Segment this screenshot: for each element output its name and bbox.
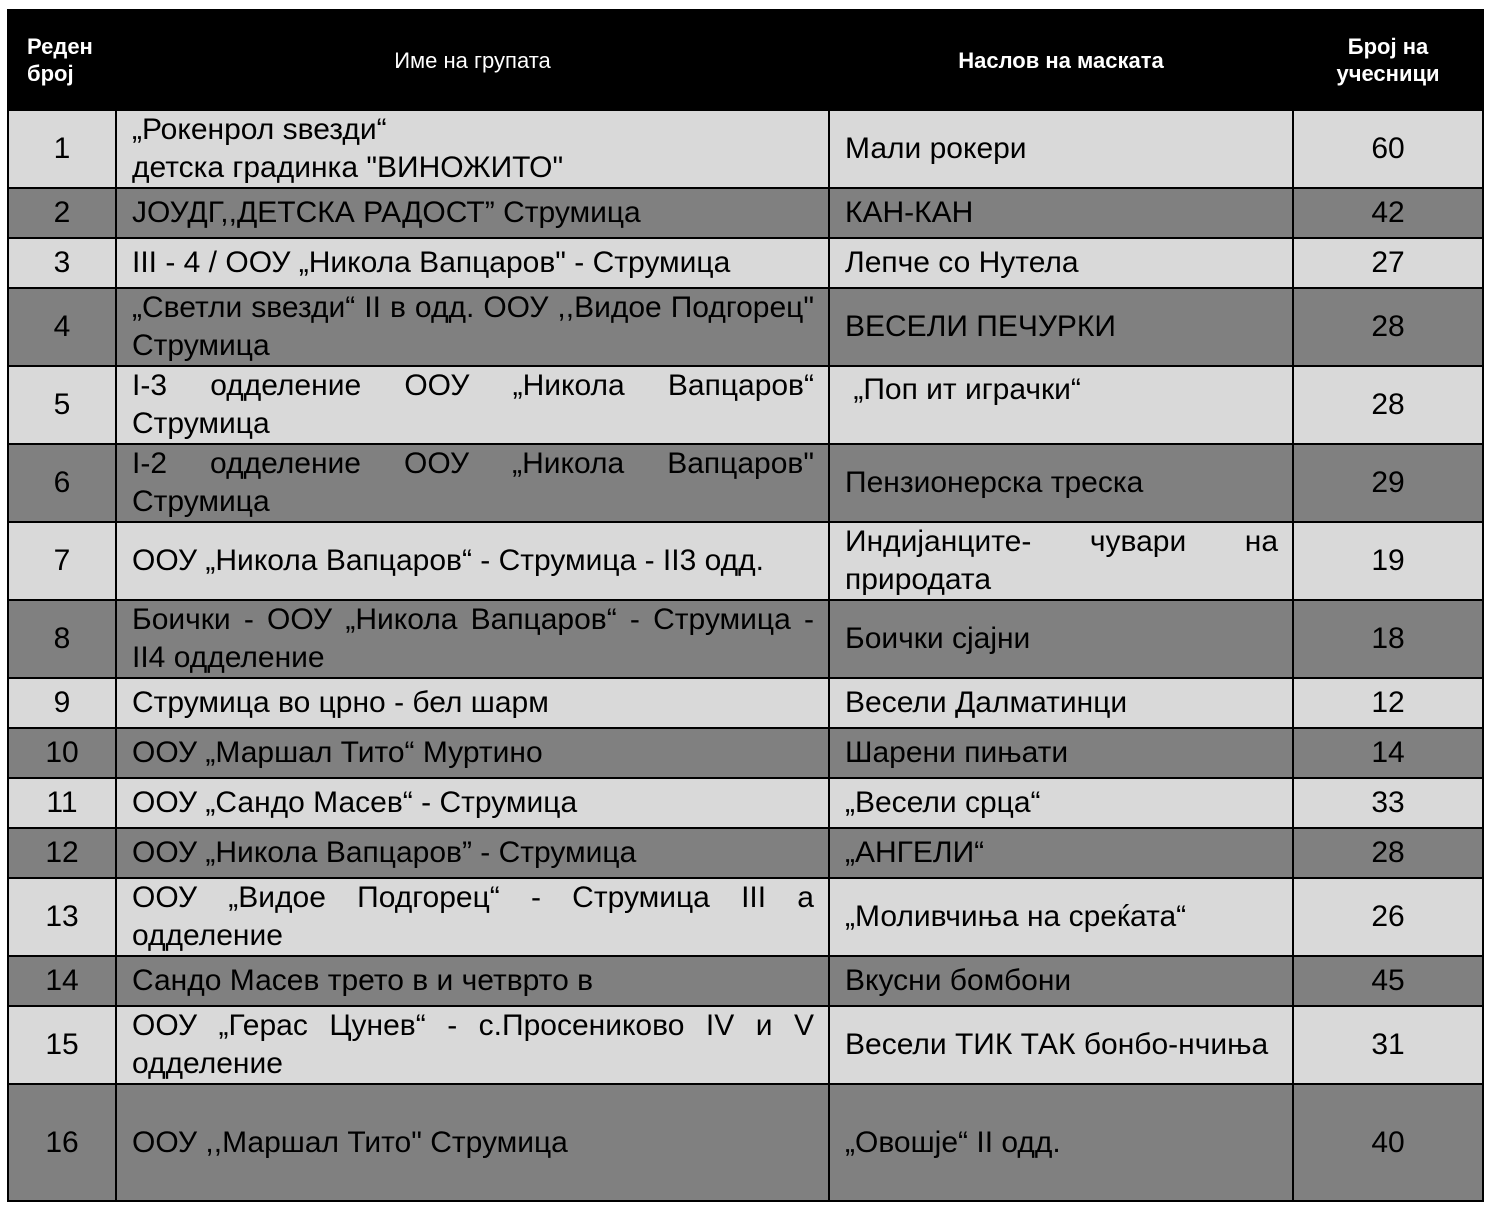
participants-table (7, 9, 1484, 1202)
table-row (8, 678, 1483, 728)
row-mask-title: Весели ТИК ТАК бонбо-нчиња (829, 1006, 1293, 1084)
row-number: 7 (8, 522, 116, 600)
row-group-name: Сандо Масев трето в и четврто в (116, 956, 829, 1006)
row-number: 13 (8, 878, 116, 956)
row-number: 16 (8, 1084, 116, 1201)
row-mask-title: „Весели срца“ (829, 778, 1293, 828)
row-participants: 28 (1293, 828, 1483, 878)
row-group-name: „Светли ѕвезди“ II в одд. ООУ ,,Видое Подгорец" Струмица (116, 288, 829, 366)
row-group-name: I-3 одделение ООУ „Никола Вапцаров“ Струмица (116, 366, 829, 444)
row-participants: 19 (1293, 522, 1483, 600)
table-row (8, 828, 1483, 878)
header-participants: Број на учесници (1293, 10, 1483, 110)
row-group-name: Боички - ООУ „Никола Вапцаров“ - Струмица - II4 одделение (116, 600, 829, 678)
row-participants: 31 (1293, 1006, 1483, 1084)
row-participants: 28 (1293, 366, 1483, 444)
row-mask-title: „Моливчиња на среќата“ (829, 878, 1293, 956)
row-participants: 14 (1293, 728, 1483, 778)
row-participants: 42 (1293, 188, 1483, 238)
row-number: 14 (8, 956, 116, 1006)
row-mask-title: Вкусни бомбони (829, 956, 1293, 1006)
row-mask-title: „Поп ит играчки“ (829, 366, 1293, 444)
header-group-name: Име на групата (116, 10, 829, 110)
table-row (8, 522, 1483, 600)
row-mask-title: Боички сјајни (829, 600, 1293, 678)
row-mask-title: „АНГЕЛИ“ (829, 828, 1293, 878)
table-row (8, 110, 1483, 188)
row-participants: 26 (1293, 878, 1483, 956)
row-mask-title: „Овошје“ II одд. (829, 1084, 1293, 1201)
row-mask-title: Мали рокери (829, 110, 1293, 188)
row-participants: 28 (1293, 288, 1483, 366)
header-mask-title: Наслов на маската (829, 10, 1293, 110)
table-row (8, 600, 1483, 678)
row-number: 12 (8, 828, 116, 878)
row-mask-title: Весели Далматинци (829, 678, 1293, 728)
row-participants: 29 (1293, 444, 1483, 522)
row-participants: 40 (1293, 1084, 1483, 1201)
row-participants: 18 (1293, 600, 1483, 678)
row-participants: 60 (1293, 110, 1483, 188)
row-mask-title: Шарени пињати (829, 728, 1293, 778)
row-group-name: ООУ „Никола Вапцаров“ - Струмица - II3 одд. (116, 522, 829, 600)
row-group-name (116, 110, 829, 188)
row-group-name: ООУ „Видое Подгорец“ - Струмица III а одделение (116, 878, 829, 956)
header-number: Реден број (8, 10, 116, 110)
table-row (8, 878, 1483, 956)
row-number: 5 (8, 366, 116, 444)
row-participants: 45 (1293, 956, 1483, 1006)
row-participants: 27 (1293, 238, 1483, 288)
row-number: 11 (8, 778, 116, 828)
table-row (8, 288, 1483, 366)
row-mask-title: Индијанците- чувари на природата (829, 522, 1293, 600)
table-row (8, 956, 1483, 1006)
row-group-name: ООУ „Маршал Тито“ Муртино (116, 728, 829, 778)
row-number: 10 (8, 728, 116, 778)
participants-table-wrapper (7, 9, 1482, 1202)
row-number: 6 (8, 444, 116, 522)
row-mask-title: Пензионерска треска (829, 444, 1293, 522)
table-row (8, 366, 1483, 444)
row-group-name-line: детска градинка "ВИНОЖИТО" (132, 151, 564, 184)
row-number: 3 (8, 238, 116, 288)
row-group-name: ЈОУДГ,,ДЕТСКА РАДОСТ” Струмица (116, 188, 829, 238)
row-group-name: ООУ „Никола Вапцаров” - Струмица (116, 828, 829, 878)
table-row (8, 778, 1483, 828)
row-group-name: I-2 одделение ООУ „Никола Вапцаров" Струмица (116, 444, 829, 522)
row-group-name: Струмица во црно - бел шарм (116, 678, 829, 728)
row-group-name: ООУ „Герас Цунев“ - с.Просениково IV и V одделение (116, 1006, 829, 1084)
row-group-name-line: „Рокенрол ѕвезди“ (132, 113, 387, 146)
row-mask-title: ВЕСЕЛИ ПЕЧУРКИ (829, 288, 1293, 366)
table-row (8, 188, 1483, 238)
row-group-name: ООУ ,,Маршал Тито" Струмица (116, 1084, 829, 1201)
table-row (8, 1006, 1483, 1084)
row-group-name: III - 4 / ООУ „Никола Вапцаров" - Струмица (116, 238, 829, 288)
table-row (8, 444, 1483, 522)
row-number: 15 (8, 1006, 116, 1084)
row-participants: 33 (1293, 778, 1483, 828)
row-number: 2 (8, 188, 116, 238)
row-number: 8 (8, 600, 116, 678)
row-mask-title: КАН-КАН (829, 188, 1293, 238)
row-group-name: ООУ „Сандо Масев“ - Струмица (116, 778, 829, 828)
table-row (8, 728, 1483, 778)
table-row (8, 1084, 1483, 1201)
table-row (8, 238, 1483, 288)
row-participants: 12 (1293, 678, 1483, 728)
row-number: 1 (8, 110, 116, 188)
row-mask-title: Лепче со Нутела (829, 238, 1293, 288)
table-header-row (8, 10, 1483, 110)
row-number: 4 (8, 288, 116, 366)
row-number: 9 (8, 678, 116, 728)
